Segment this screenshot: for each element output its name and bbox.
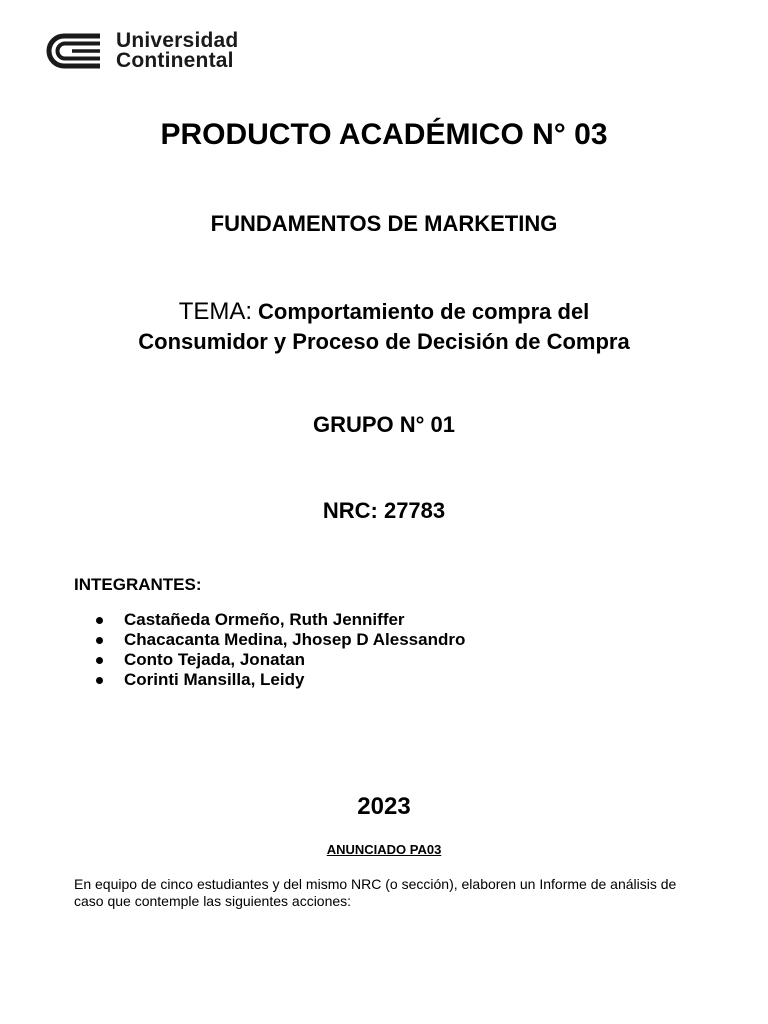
- university-logo-mark: [42, 31, 104, 71]
- members-heading: INTEGRANTES:: [74, 575, 202, 594]
- member-name: Chacacanta Medina, Jhosep D Alessandro: [124, 630, 466, 649]
- member-name: Conto Tejada, Jonatan: [124, 650, 306, 669]
- bullet-icon: [96, 637, 103, 644]
- course-name: FUNDAMENTOS DE MARKETING: [210, 211, 558, 236]
- year: 2023: [357, 793, 411, 820]
- member-name: Castañeda Ormeño, Ruth Jenniffer: [124, 610, 405, 629]
- document-title: PRODUCTO ACADÉMICO N° 03: [160, 118, 608, 151]
- nrc-code: NRC: 27783: [322, 498, 446, 523]
- list-item: [96, 610, 465, 630]
- list-item: [96, 650, 465, 670]
- members-list: [96, 610, 465, 690]
- logo-line-1: Universidad: [116, 29, 239, 52]
- topic-line-1: Comportamiento de compra del: [258, 299, 590, 324]
- announcement-title: ANUNCIADO PA03: [326, 842, 442, 857]
- member-name: Corinti Mansilla, Leidy: [124, 670, 305, 689]
- bullet-icon: [96, 677, 103, 684]
- topic-line-2: Consumidor y Proceso de Decisión de Compra: [138, 329, 630, 354]
- group-number: GRUPO N° 01: [312, 412, 456, 437]
- bullet-icon: [96, 617, 103, 624]
- university-logo-wordmark: [116, 31, 238, 71]
- logo-line-2: Continental: [116, 49, 234, 72]
- bullet-icon: [96, 657, 103, 664]
- announcement-body: En equipo de cinco estudiantes y del mismo NRC (o sección), elaboren un Informe de análisis de caso que contemple las siguientes acciones:: [74, 876, 677, 909]
- university-logo: [42, 31, 238, 71]
- list-item: [96, 670, 465, 690]
- list-item: [96, 630, 465, 650]
- topic-block: [0, 297, 768, 357]
- topic-label: TEMA:: [178, 298, 253, 325]
